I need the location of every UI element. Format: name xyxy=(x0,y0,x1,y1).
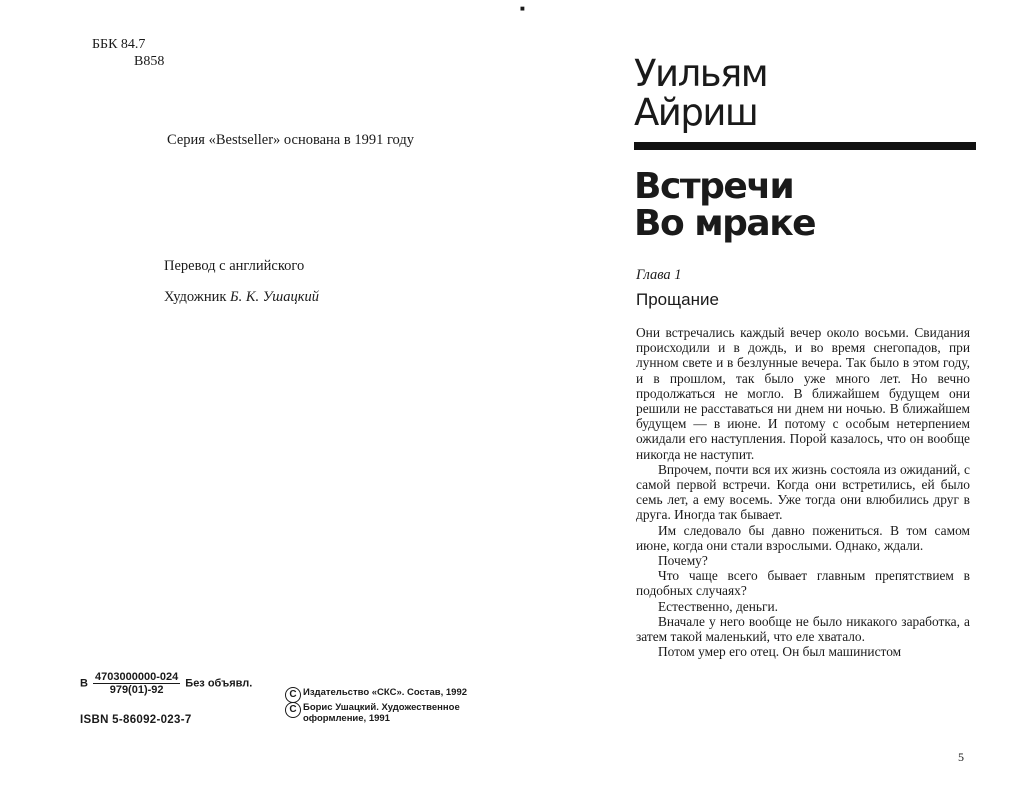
copyright-icon: С xyxy=(285,702,301,718)
artist-credit xyxy=(164,289,319,306)
paragraph: Впрочем, почти вся их жизнь состояла из ожиданий, с самой первой встречи. Когда они встретились, ей было семь лет, а ему восемь. Уже тогда они влюбились друг в друга. Иногда так бывает. xyxy=(636,461,970,523)
title-line-2: Во мраке xyxy=(634,203,816,244)
copyright-artist-line1: Борис Ушацкий. Художественное xyxy=(303,702,460,713)
copyright-artist xyxy=(285,702,460,724)
pub-prefix: В xyxy=(80,677,88,690)
author-name xyxy=(634,54,767,132)
paragraph: Вначале у него вообще не было никакого заработка, а затем такой маленький, что еле хватало. xyxy=(636,613,970,645)
paragraph: Они встречались каждый вечер около восьми. Свидания происходили и в дождь, и во время снегопадов, при лунном свете и в безлунные вечера. Так было в этом году, и в прошлом, так было уже много лет. Но вечно продолжаться не могло. В ближайшем будущем они решили не расставаться ни днем ни ночью. В ближайшем будущем — в июне. И потому с особым нетерпением ожидали его наступления. Порой казалось, что он вообще никогда не наступит. xyxy=(636,325,970,462)
paragraph: Им следовало бы давно пожениться. В том самом июне, когда они стали взрослыми. Однако, ждали. xyxy=(636,522,970,553)
code-fraction xyxy=(93,671,180,696)
author-code: В858 xyxy=(134,54,165,69)
title-line-1: Встречи xyxy=(634,166,794,207)
chapter-body xyxy=(636,325,970,659)
copyright-publisher xyxy=(285,687,467,703)
author-last: Айриш xyxy=(634,91,758,134)
series-note: Серия «Bestseller» основана в 1991 году xyxy=(167,132,415,148)
paragraph: Естественно, деньги. xyxy=(658,598,778,614)
copyright-publisher-text: Издательство «СКС». Состав, 1992 xyxy=(303,687,468,698)
page-number: 5 xyxy=(958,750,964,764)
fraction-top: 4703000000-024 xyxy=(95,671,179,683)
bbk-code xyxy=(92,36,164,70)
copyright-artist-text xyxy=(303,702,460,724)
no-announce: Без объявл. xyxy=(185,677,253,690)
publication-code xyxy=(80,671,252,696)
author-first: Уильям xyxy=(634,52,768,95)
translation-note: Перевод с английского xyxy=(164,258,305,274)
artist-name: Б. К. Ушацкий xyxy=(230,289,319,305)
paragraph: Потом умер его отец. Он был машинистом xyxy=(658,644,902,660)
title-rule xyxy=(634,142,976,150)
print-mark: ■ xyxy=(520,4,525,13)
copyright-icon: С xyxy=(285,687,301,703)
chapter-number: Глава 1 xyxy=(636,267,682,283)
book-title xyxy=(634,168,815,242)
bbk-label: ББК 84.7 xyxy=(92,37,146,52)
copyright-artist-line2: оформление, 1991 xyxy=(303,713,390,724)
paragraph: Что чаще всего бывает главным препятствием в подобных случаях? xyxy=(636,568,970,599)
chapter-title: Прощание xyxy=(636,290,719,309)
artist-label: Художник xyxy=(164,289,227,305)
paragraph: Почему? xyxy=(658,553,708,569)
fraction-bottom: 979(01)-92 xyxy=(109,684,164,696)
isbn: ISBN 5-86092-023-7 xyxy=(80,714,192,726)
